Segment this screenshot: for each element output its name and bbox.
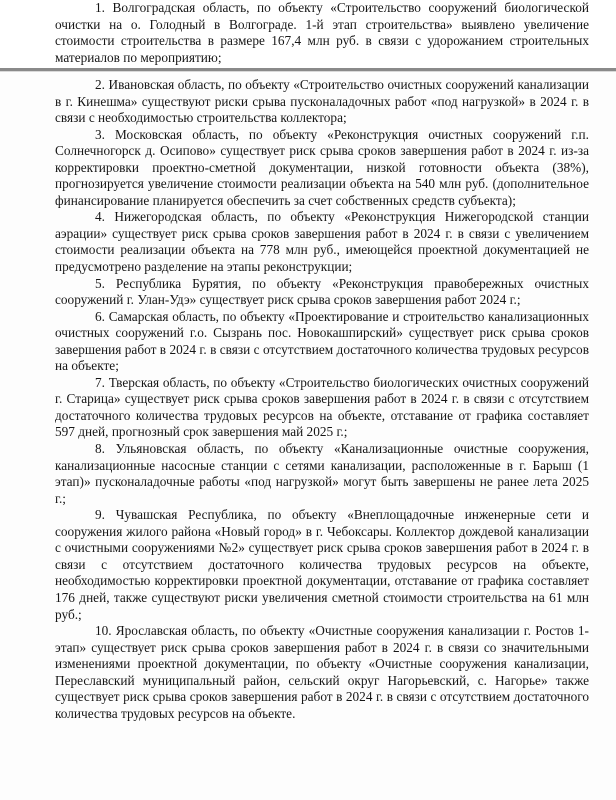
list-item-2: 2. Ивановская область, по объекту «Строительство очистных сооружений канализации в г. Кинешма» существуют риски срыва пусконаладочных работ «под нагрузкой» в 2024 г. в связи с необходимостью строительства коллектора; — [55, 77, 589, 126]
list-item-4: 4. Нижегородская область, по объекту «Реконструкция Нижегородской станции аэрации» существует риск срыва сроков завершения работ в 2024 г. в связи с увеличением стоимости реализации объекта на 778 млн руб., имеющейся проектной документацией не предусмотрено разделение на этапы реконструкции; — [55, 209, 589, 275]
list-item-9: 9. Чувашская Республика, по объекту «Внеплощадочные инженерные сети и сооружения жилого района «Новый город» в г. Чебоксары. Коллектор дождевой канализации с очистными сооружениями №2» существует риск срыва сроков завершения работ в 2024 г. в связи с отсутствием достаточного количества трудовых ресурсов на объекте, необходимостью корректировки проектной документации, отставание от графика составляет 176 дней, также существуют риски увеличения сметной стоимости строительства на 61 млн руб.; — [55, 507, 589, 622]
list-item-3: 3. Московская область, по объекту «Реконструкция очистных сооружений г.п. Солнечногорск д. Осипово» существует риск срыва сроков завершения работ в 2024 г. из-за корректировки проектно-сметной документации, низкой готовности объекта (38%), прогнозируется увеличение стоимости реализации объекта на 540 млн руб. (дополнительное финансирование планируется обеспечить за счет собственных средств субъекта); — [55, 126, 589, 208]
list-item-6: 6. Самарская область, по объекту «Проектирование и строительство канализационных очистных сооружений г.о. Сызрань пос. Новокашпирский» существует риск срыва сроков завершения работ в 2024 г. в связи с отсутствием достаточного количества трудовых ресурсов на объекте; — [55, 308, 589, 374]
list-item-5: 5. Республика Бурятия, по объекту «Реконструкция правобережных очистных сооружений г. Улан-Удэ» существует риск срыва сроков завершения работ 2024 г.; — [55, 275, 589, 308]
page-separator — [0, 68, 616, 72]
list-item-10: 10. Ярославская область, по объекту «Очистные сооружения канализации г. Ростов 1-этап» существует риск срыва сроков завершения работ в 2024 г. в связи со значительными изменениями проектной документации, по объекту «Очистные сооружения канализации, Переславский муниципальный район, сельский округ Нагорьевский, с. Нагорье» также существует риск срыва сроков завершения работ в 2024 г. в связи с отсутствием достаточного количества трудовых ресурсов на объекте. — [55, 623, 589, 721]
list-item-8: 8. Ульяновская область, по объекту «Канализационные очистные сооружения, канализационные насосные станции с сетями канализации, расположенные в г. Барыш (1 этап)» пусконаладочные работы «под нагрузкой» могут быть завершены не ранее лета 2025 г.; — [55, 441, 589, 506]
top-text-column — [55, 0, 589, 66]
main-text-column — [55, 77, 589, 722]
list-item-1: 1. Волгоградская область, по объекту «Строительство сооружений биологической очистки на о. Голодный в Волгограде. 1-й этап строительства» выявлено увеличение стоимости строительства в размере 167,4 млн руб. в связи с удорожанием строительных материалов по мероприятию; — [55, 0, 589, 65]
top-fragment — [0, 0, 616, 68]
list-item-7: 7. Тверская область, по объекту «Строительство биологических очистных сооружений г. Старица» существует риск срыва сроков завершения работ в 2024 г. в связи с отсутствием достаточного количества трудовых ресурсов на объекте, отставание от графика составляет 597 дней, прогнозный срок завершения май 2025 г.; — [55, 374, 589, 440]
